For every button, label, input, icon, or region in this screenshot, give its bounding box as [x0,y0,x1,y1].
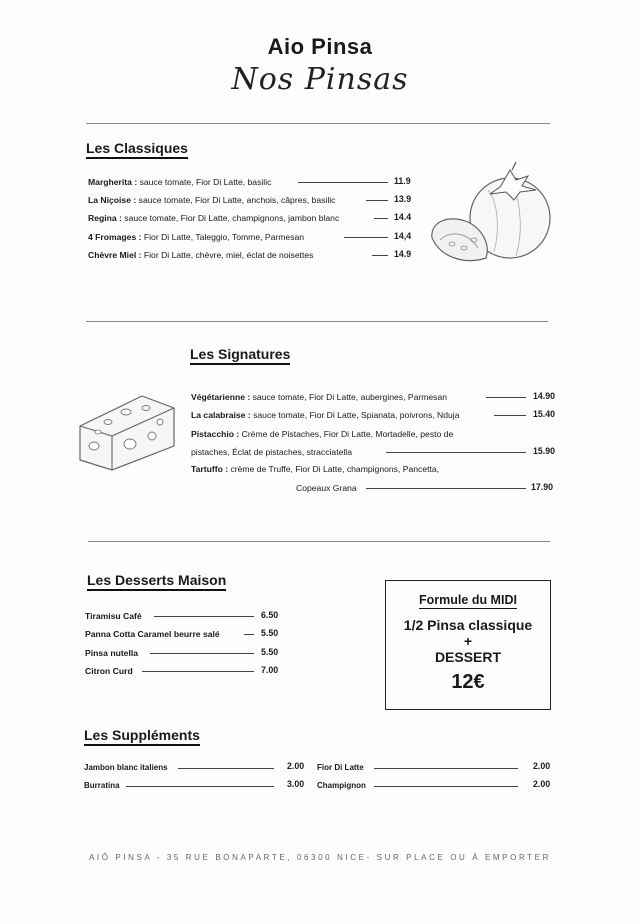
cheese-illustration-icon [76,386,180,476]
dot-leader [386,452,526,453]
item-desc: sauce tomate, Fior Di Latte, Spianata, poivrons, Nduja [253,410,460,420]
dot-leader [154,616,254,617]
dot-leader [366,200,388,201]
supplement-item: Champignon [317,781,366,790]
item-desc: sauce tomate, Fior Di Latte, champignons, jambon blanc [124,213,340,223]
item-name: Pistacchio : [191,429,240,439]
item-name: La Niçoise : [88,195,137,205]
dot-leader [366,488,526,489]
item-price: 2.00 [533,761,551,771]
restaurant-title: Aio Pinsa [267,34,373,59]
item-name: La calabraise : [191,410,251,420]
dessert-item: Tiramisu Café [85,611,142,621]
menu-item [88,231,304,243]
divider [88,541,550,542]
item-price: 17.90 [531,482,554,492]
formule-line-1: 1/2 Pinsa classique [403,617,533,633]
item-name: Végétarienne : [191,392,251,402]
dot-leader [486,397,526,398]
item-desc-continued: pistaches, Éclat de pistaches, stracciatella [191,447,352,457]
tomato-illustration-icon [428,160,566,272]
dessert-item: Panna Cotta Caramel beurre salé [85,629,220,639]
dot-leader [374,768,518,769]
item-price: 2.00 [287,761,305,771]
dot-leader [244,634,254,635]
item-price: 11.9 [394,176,411,186]
dot-leader [298,182,388,183]
formule-title: Formule du MIDI [419,593,517,607]
item-price: 3.00 [287,779,305,789]
divider [86,123,550,124]
item-price: 5.50 [261,628,279,638]
menu-item [191,428,453,440]
item-name: Chèvre Miel : [88,250,142,260]
item-desc: sauce tomate, Fior Di Latte, aubergines, Parmesan [252,392,448,402]
item-price: 6.50 [261,610,279,620]
item-desc: sauce tomate, Fior Di Latte, anchois, câpres, basilic [138,195,336,205]
item-price: 15.40 [533,409,556,419]
dot-leader [374,786,518,787]
item-price: 2.00 [533,779,551,789]
item-price: 14.4 [394,212,412,222]
dot-leader [126,786,274,787]
item-name: Regina : [88,213,122,223]
supplement-item: Jambon blanc italiens [84,763,168,772]
dot-leader [372,255,388,256]
menu-item [191,391,447,403]
dot-leader [178,768,274,769]
dot-leader [344,237,388,238]
item-price: 14.9 [394,249,412,259]
item-price: 15.90 [533,446,556,456]
dot-leader [494,415,526,416]
dot-leader [150,653,254,654]
section-heading-desserts: Les Desserts Maison [87,572,226,591]
item-price: 5.50 [261,647,279,657]
menu-item [88,194,335,206]
item-name: Tartuffo : [191,464,229,474]
dot-leader [142,671,254,672]
item-price: 7.00 [261,665,279,675]
supplement-item: Burratina [84,781,120,790]
item-desc-continued: Copeaux Grana [296,483,357,493]
item-price: 14.90 [533,391,556,401]
item-price: 14,4 [394,231,412,241]
menu-item [88,212,339,224]
item-name: 4 Fromages : [88,232,142,242]
formule-price: 12€ [451,671,485,693]
section-heading-classiques: Les Classiques [86,140,188,159]
item-desc: crème de Truffe, Fior Di Latte, champignons, Pancetta, [230,464,440,474]
dessert-item: Pinsa nutella [85,648,139,658]
formule-line-2: DESSERT [434,649,502,665]
dot-leader [374,218,388,219]
item-desc: Crème de Pistaches, Fior Di Latte, Mortadelle, pesto de [241,429,454,439]
formule-plus: + [463,633,473,649]
menu-item [191,409,459,421]
supplement-item: Fior Di Latte [317,763,364,772]
item-desc: Fior Di Latte, chèvre, miel, éclat de noisettes [143,250,314,260]
divider [86,321,548,322]
dessert-item: Citron Curd [85,666,133,676]
item-name: Margherita : [88,177,138,187]
section-heading-supplements: Les Suppléments [84,727,200,746]
menu-item [88,249,313,261]
section-heading-signatures: Les Signatures [190,346,290,365]
item-desc: Fior Di Latte, Taleggio, Tomme, Parmesan [143,232,305,242]
item-desc: sauce tomate, Fior Di Latte, basilic [139,177,272,187]
item-price: 13.9 [394,194,412,204]
footer-address: AIÔ PINSA - 35 RUE BONAPARTE, 06300 NICE- SUR PLACE OU À EMPORTER [89,853,551,862]
menu-subtitle: Nos Pinsas [231,62,409,97]
menu-item [88,176,271,188]
formule-box [385,580,551,710]
menu-item [191,463,439,475]
